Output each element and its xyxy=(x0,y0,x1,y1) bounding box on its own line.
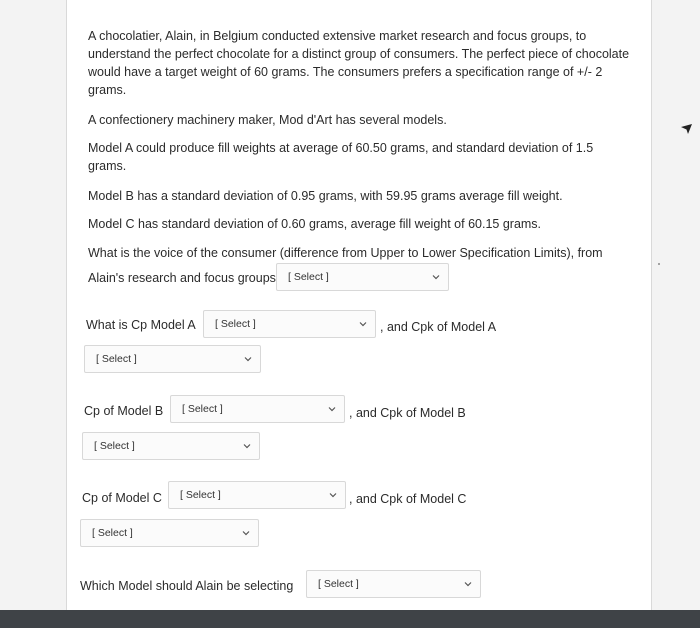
cpk-model-c-select[interactable] xyxy=(80,519,259,547)
voc-question-label: Alain's research and focus groups xyxy=(88,271,276,285)
chevron-down-icon xyxy=(244,355,252,363)
cp-model-c-label: Cp of Model C xyxy=(82,491,162,505)
cp-model-a-label: What is Cp Model A xyxy=(86,318,196,332)
model-c-paragraph: Model C has standard deviation of 0.60 grams, average fill weight of 60.15 grams. xyxy=(88,217,542,231)
model-b-paragraph: Model B has a standard deviation of 0.95 grams, with 59.95 grams average fill weight. xyxy=(88,189,563,203)
cp-model-c-select-value: [ Select ] xyxy=(180,489,221,501)
artifact-dot xyxy=(658,263,660,265)
bottom-edge-strip xyxy=(0,610,700,628)
cp-model-b-select[interactable] xyxy=(170,395,345,423)
cp-model-a-select-value: [ Select ] xyxy=(215,318,256,330)
chevron-down-icon xyxy=(359,320,367,328)
cpk-model-c-label: , and Cpk of Model C xyxy=(349,492,467,506)
cpk-model-a-select-value: [ Select ] xyxy=(96,353,137,365)
model-selection-select[interactable] xyxy=(306,570,481,598)
chevron-down-icon xyxy=(242,529,250,537)
voc-select-value: [ Select ] xyxy=(288,271,329,283)
chevron-down-icon xyxy=(328,405,336,413)
cpk-model-b-select-value: [ Select ] xyxy=(94,440,135,452)
chevron-down-icon xyxy=(432,273,440,281)
model-selection-label: Which Model should Alain be selecting xyxy=(80,579,294,593)
mouse-pointer-icon xyxy=(681,122,693,134)
cpk-model-a-select[interactable] xyxy=(84,345,261,373)
chevron-down-icon xyxy=(243,442,251,450)
machinery-paragraph: A confectionery machinery maker, Mod d'Art has several models. xyxy=(88,113,447,127)
cpk-model-c-select-value: [ Select ] xyxy=(92,527,133,539)
chevron-down-icon xyxy=(464,580,472,588)
voc-select[interactable] xyxy=(276,263,449,291)
cpk-model-a-label: , and Cpk of Model A xyxy=(380,320,497,334)
chevron-down-icon xyxy=(329,491,337,499)
voc-question-paragraph: What is the voice of the consumer (difference from Upper to Lower Specification Limits), from xyxy=(88,246,603,260)
cp-model-b-select-value: [ Select ] xyxy=(182,403,223,415)
cpk-model-b-label: , and Cpk of Model B xyxy=(349,406,466,420)
cp-model-b-label: Cp of Model B xyxy=(84,404,164,418)
cp-model-a-select[interactable] xyxy=(203,310,376,338)
model-selection-select-value: [ Select ] xyxy=(318,578,359,590)
cpk-model-b-select[interactable] xyxy=(82,432,260,460)
intro-paragraph: A chocolatier, Alain, in Belgium conducted extensive market research and focus groups, to understand the perfect chocolate for a distinct group of consumers. The perfect piece of chocolate would have a target weight of 60 grams. The consumers prefers a specification range of +/- 2 grams. xyxy=(88,29,630,97)
model-a-paragraph: Model A could produce fill weights at average of 60.50 grams, and standard deviation of 1.5 grams. xyxy=(88,141,594,173)
cp-model-c-select[interactable] xyxy=(168,481,346,509)
